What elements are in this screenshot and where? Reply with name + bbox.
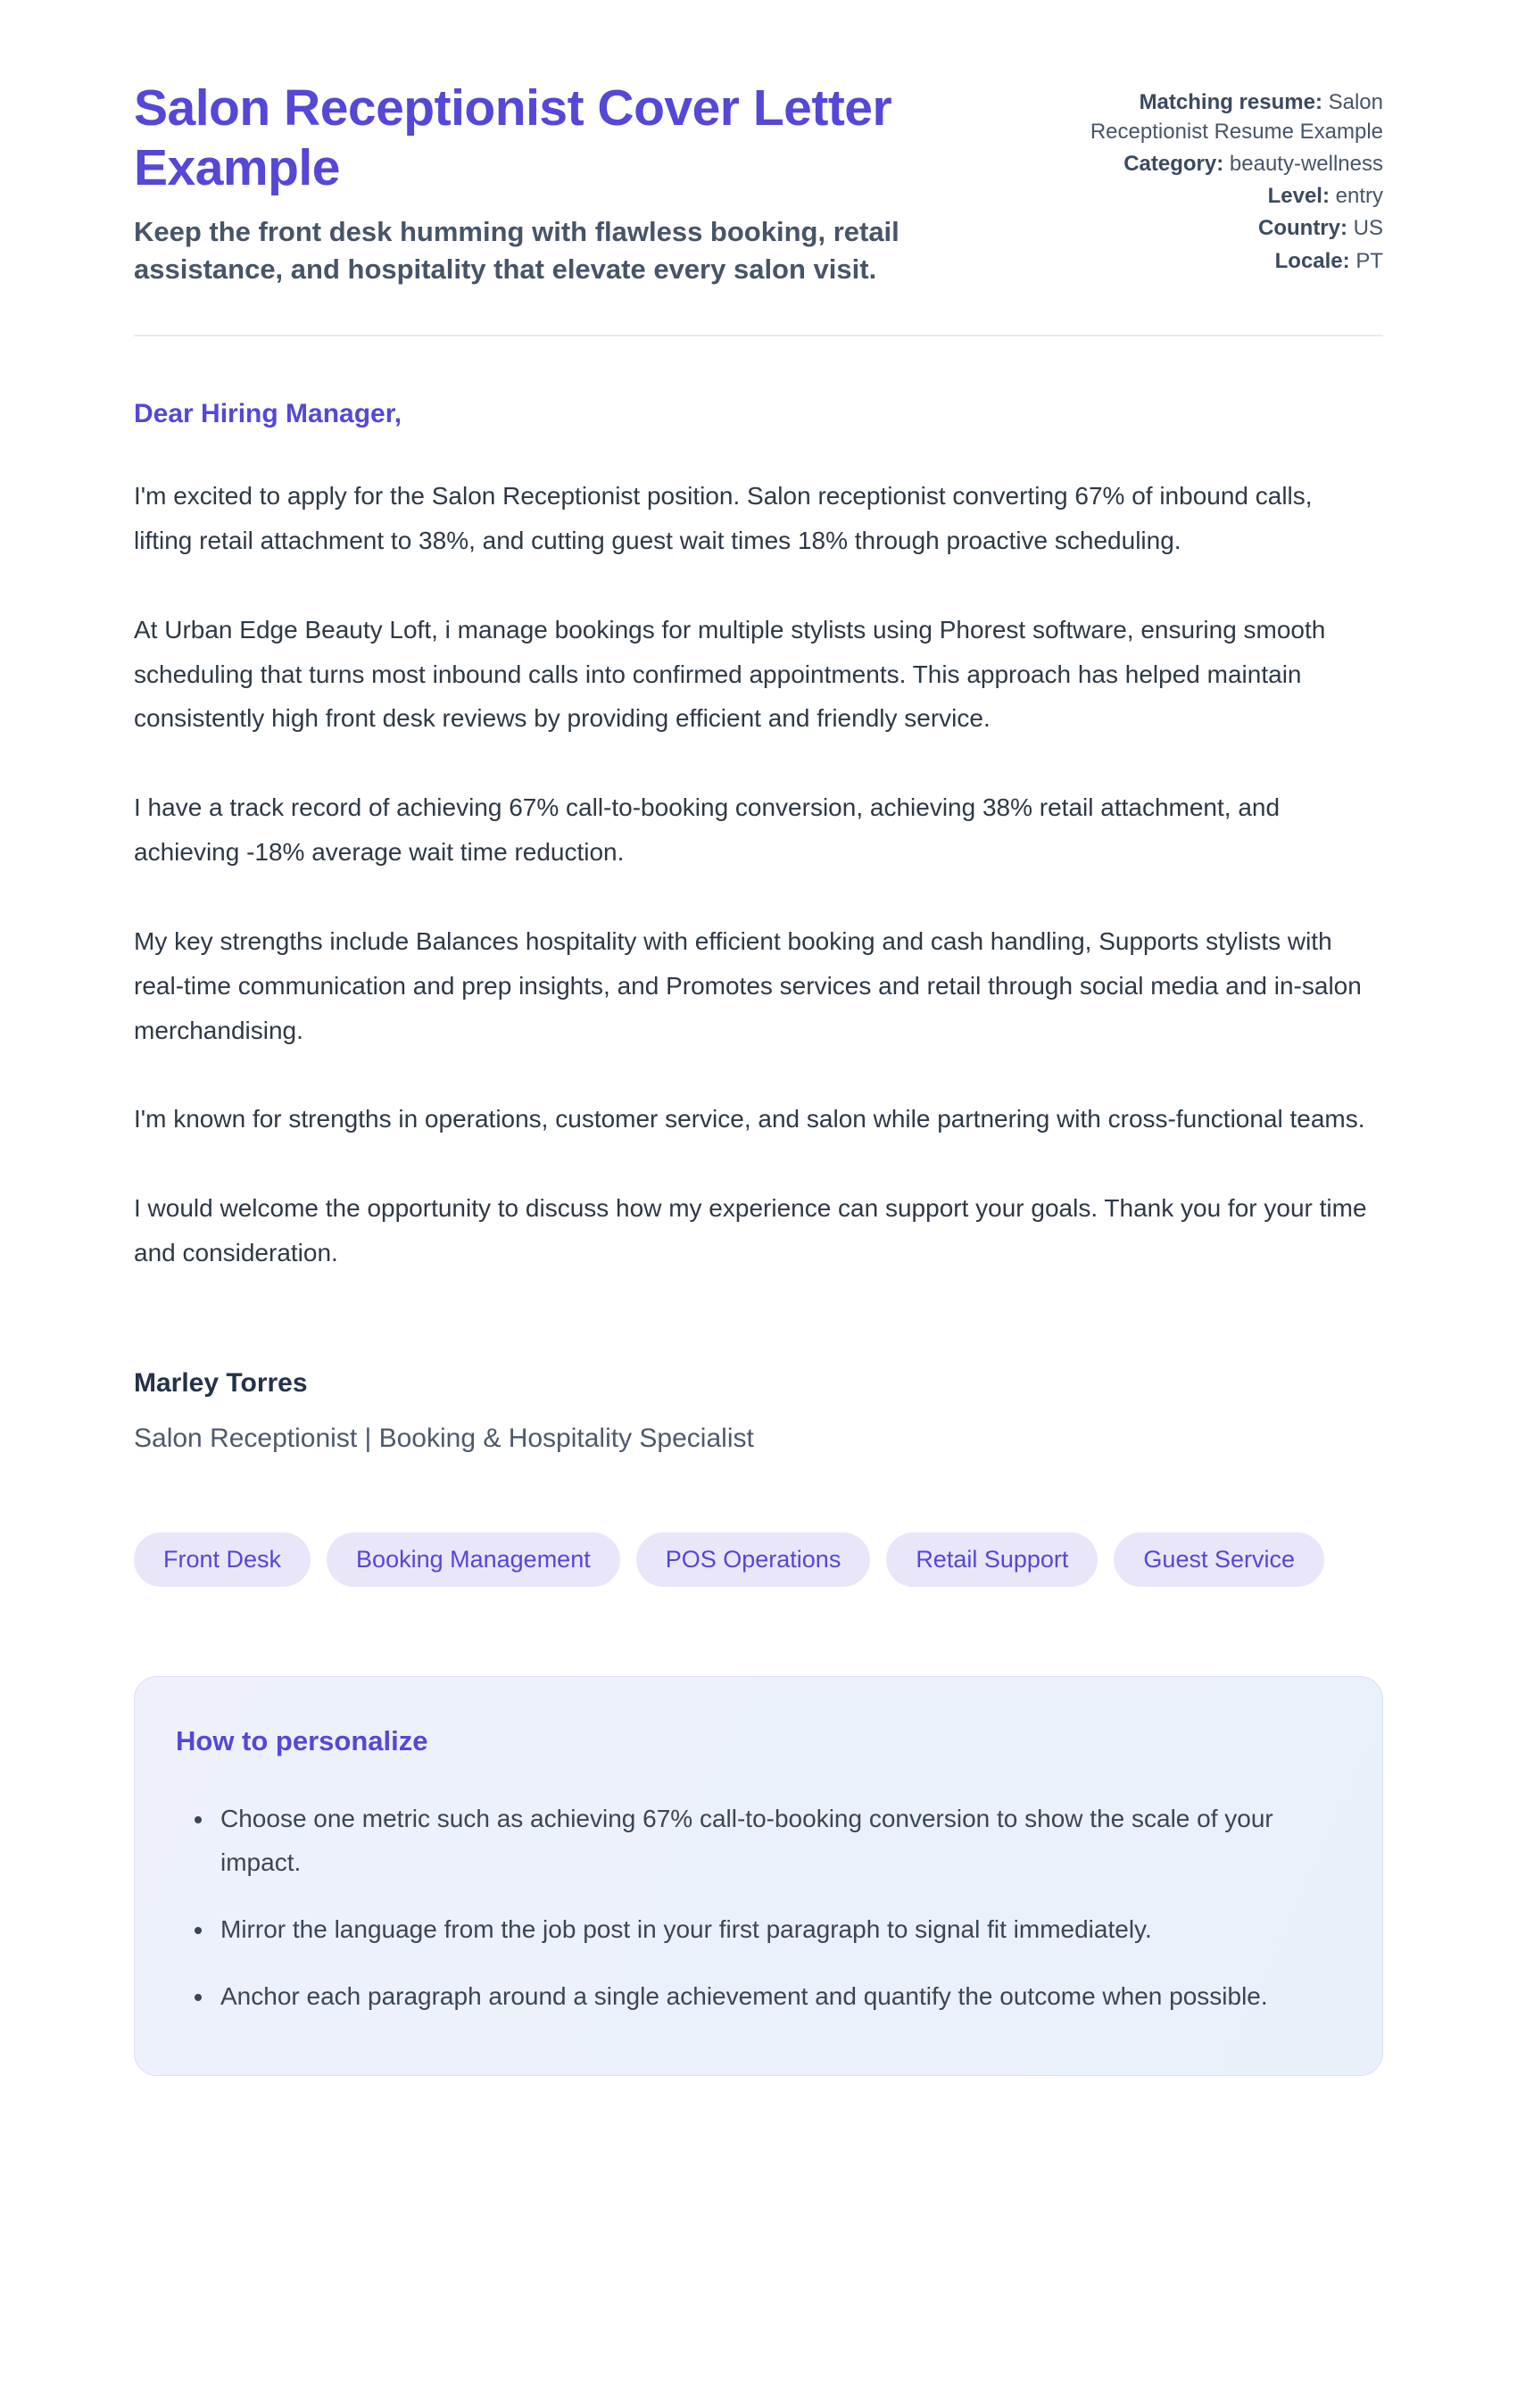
divider [134,335,1383,336]
letter-paragraph-6: I would welcome the opportunity to discuss how my experience can support your goals. Thank you for your time and consideration. [134,1194,1367,1266]
personalize-tip-1: • Choose one metric such as achieving 67% call-to-booking conversion to show the scale of your impact. [215,1797,1341,1884]
tag-pill-booking-management[interactable]: Booking Management [327,1532,620,1587]
salutation: Dear Hiring Manager, [134,399,402,429]
meta-label: Country: [1258,216,1347,241]
letter-paragraph-2: At Urban Edge Beauty Loft, i manage bookings for multiple stylists using Phorest software, ensuring smooth scheduling that turns most inbound calls into confirmed appointments. This approach has helped maintain consistently high front desk reviews by providing efficient and friendly service. [134,615,1326,733]
cover-letter-page [134,0,1383,2156]
header [134,79,1383,288]
letter-paragraph-5: I'm known for strengths in operations, customer service, and salon while partnering with cross-functional teams. [134,1105,1365,1133]
letter-paragraph-3: I have a track record of achieving 67% call-to-booking conversion, achieving 38% retail attachment, and achieving -18% average wait time reduction. [134,793,1281,867]
meta-value: PT [1355,248,1383,273]
meta-level [1026,181,1383,211]
meta-label: Locale: [1274,248,1350,273]
page-subtitle: Keep the front desk humming with flawless booking, retail assistance, and hospitality that elevate every salon visit. [134,216,899,286]
page-title: Salon Receptionist Cover Letter Example [134,79,892,196]
meta-value: entry [1335,184,1383,209]
letter-body [134,399,1383,1454]
meta-label: Matching resume: [1139,90,1322,114]
meta-value: US [1353,216,1383,241]
meta-value: Salon Receptionist Resume Example [1090,90,1383,145]
signature-name: Marley Torres [134,1367,308,1398]
meta-label: Category: [1123,152,1224,177]
signature-role: Salon Receptionist | Booking & Hospitality Specialist [134,1423,754,1453]
letter-paragraph-1: I'm excited to apply for the Salon Receptionist position. Salon receptionist converting 67% of inbound calls, lifting retail attachment to 38%, and cutting guest wait times 18% through proactive scheduling. [134,482,1313,554]
tag-pill-front-desk[interactable]: Front Desk [134,1532,311,1587]
personalize-card [134,1676,1383,2076]
tag-list [134,1532,1383,1587]
meta-value: beauty-wellness [1229,152,1383,177]
letter-paragraph-4: My key strengths include Balances hospitality with efficient booking and cash handling, Supports stylists with real-time communication and prep insights, and Promotes services and retail through social media and in-salon merchandising. [134,926,1362,1044]
meta-matching-resume [1026,87,1383,146]
meta-category [1026,149,1383,179]
tag-pill-retail-support[interactable]: Retail Support [886,1532,1098,1587]
meta-label: Level: [1267,184,1330,209]
meta-country [1026,213,1383,243]
header-left [134,79,991,288]
personalize-tip-3: • Anchor each paragraph around a single achievement and quantify the outcome when possible. [215,1974,1341,2018]
meta-panel [1026,79,1383,288]
tag-pill-pos-operations[interactable]: POS Operations [636,1532,871,1587]
personalize-tip-list [176,1797,1341,2018]
personalize-tip-2: • Mirror the language from the job post in your first paragraph to signal fit immediately. [215,1907,1341,1951]
meta-locale [1026,246,1383,276]
personalize-title: How to personalize [176,1724,428,1756]
tag-pill-guest-service[interactable]: Guest Service [1114,1532,1324,1587]
